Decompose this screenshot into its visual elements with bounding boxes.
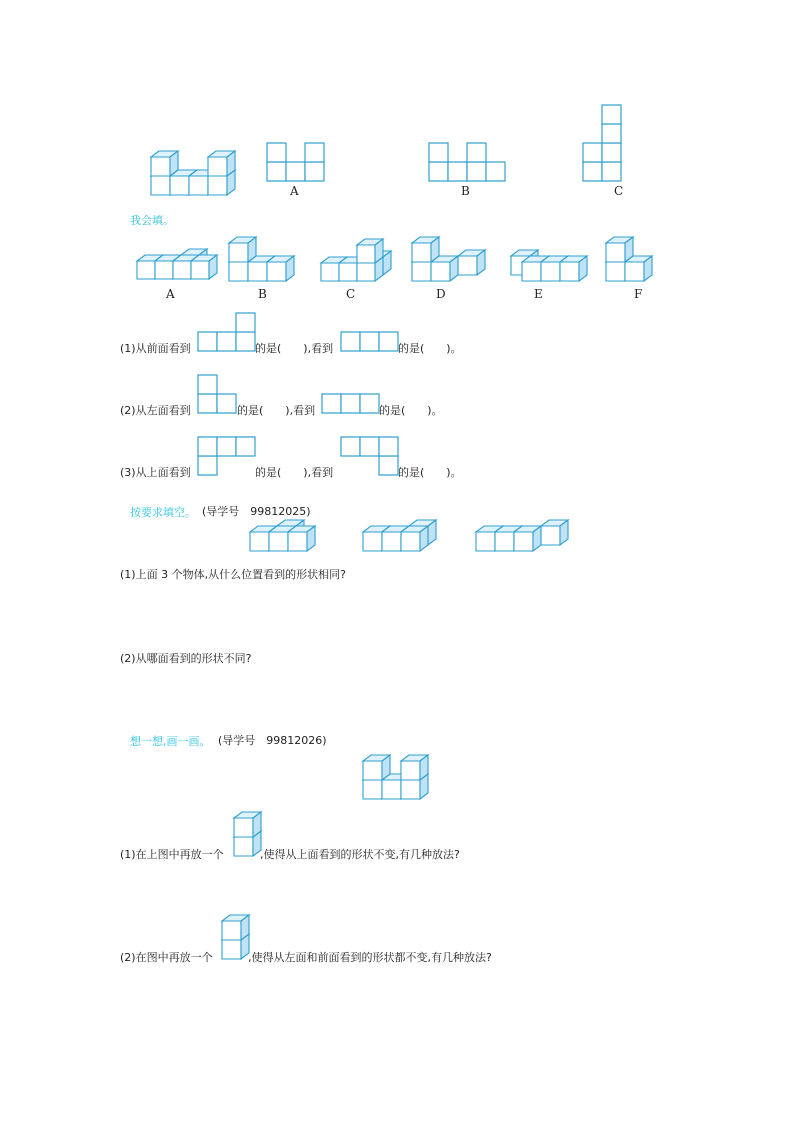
question-top-middle: 的是( ),看到 bbox=[255, 466, 334, 479]
section-title-fill: 我会填。 bbox=[130, 214, 174, 227]
question-front-middle: 的是( ),看到 bbox=[255, 342, 334, 355]
figure-label-c: C bbox=[346, 287, 356, 301]
figure-label-e: E bbox=[534, 287, 543, 301]
view-grid-a bbox=[266, 142, 324, 182]
cube-figure-f bbox=[605, 235, 657, 282]
question-top-suffix: 的是( )。 bbox=[398, 466, 462, 479]
view-grid-q3-2 bbox=[340, 436, 398, 476]
option-label-c: C bbox=[614, 184, 624, 198]
view-grid-q1-2 bbox=[340, 331, 398, 352]
question-different-shape: (2)从哪面看到的形状不同? bbox=[120, 652, 252, 665]
section-title-requirements: 按要求填空。 bbox=[130, 506, 196, 519]
question-front-prefix: (1)从前面看到 bbox=[120, 342, 191, 355]
figure-label-d: D bbox=[436, 287, 446, 301]
cube-figure-main bbox=[150, 130, 240, 196]
cube-figure-a bbox=[136, 240, 210, 280]
figure-label-f: F bbox=[634, 287, 643, 301]
figure-label-a: A bbox=[166, 287, 175, 301]
cube-figure-c bbox=[320, 230, 388, 282]
question-left-suffix: 的是( )。 bbox=[379, 404, 443, 417]
figure-label-b: B bbox=[258, 287, 267, 301]
question-front-suffix: 的是( )。 bbox=[398, 342, 462, 355]
section-note-think-draw: (导学号 99812026) bbox=[218, 734, 327, 747]
question-same-shape: (1)上面 3 个物体,从什么位置看到的形状相同? bbox=[120, 568, 346, 581]
question-left-middle: 的是( ),看到 bbox=[237, 404, 316, 417]
cube-figure-e bbox=[502, 240, 580, 282]
view-grid-q1-1 bbox=[197, 312, 255, 352]
cube-figure-d bbox=[411, 228, 477, 282]
question-top-prefix: (3)从上面看到 bbox=[120, 466, 191, 479]
cube-figure-b bbox=[228, 236, 304, 282]
question-place-top-suffix: ,使得从上面看到的形状不变,有几种放法? bbox=[260, 848, 460, 861]
option-label-a: A bbox=[290, 184, 299, 198]
view-grid-c bbox=[582, 104, 640, 182]
question-place-left-front-prefix: (2)在图中再放一个 bbox=[120, 951, 213, 964]
view-grid-q2-1 bbox=[197, 374, 237, 414]
question-left-prefix: (2)从左面看到 bbox=[120, 404, 191, 417]
cube-figure-draw bbox=[362, 748, 434, 800]
cube-figure-row-1 bbox=[249, 518, 315, 552]
view-grid-b bbox=[428, 142, 506, 182]
cube-stack-icon-2 bbox=[221, 914, 249, 960]
view-grid-q2-2 bbox=[321, 393, 379, 414]
option-label-b: B bbox=[461, 184, 470, 198]
cube-figure-row-2 bbox=[362, 518, 428, 552]
section-note-requirements: (导学号 99812025) bbox=[202, 505, 311, 518]
cube-stack-icon-1 bbox=[233, 811, 261, 857]
question-place-top-prefix: (1)在上图中再放一个 bbox=[120, 848, 224, 861]
cube-figure-row-3 bbox=[475, 518, 545, 552]
question-place-left-front-suffix: ,使得从左面和前面看到的形状都不变,有几种放法? bbox=[248, 951, 492, 964]
section-title-think-draw: 想一想,画一画。 bbox=[130, 735, 211, 748]
view-grid-q3-1 bbox=[197, 436, 255, 476]
